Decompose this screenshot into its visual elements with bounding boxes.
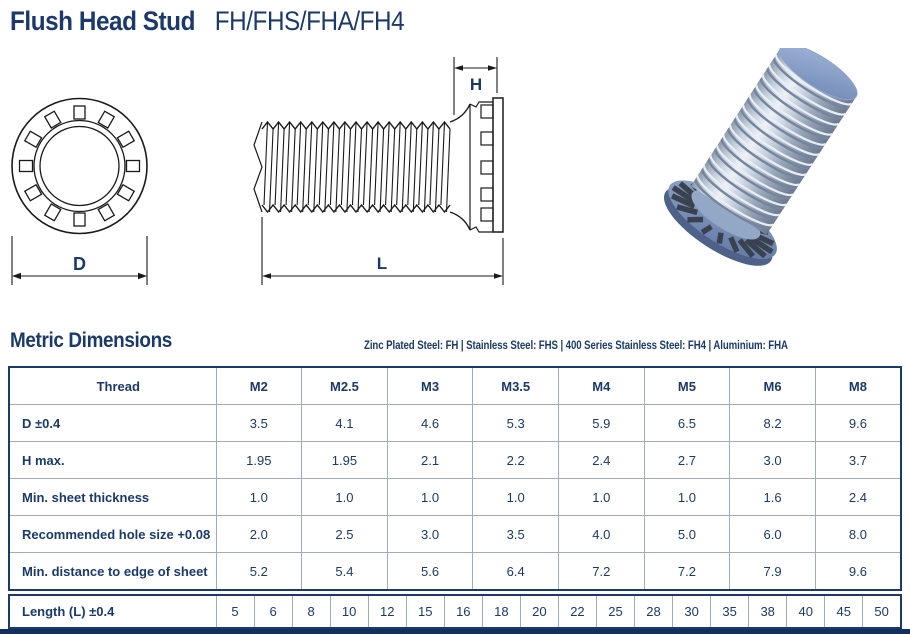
materials-note: Zinc Plated Steel: FH | Stainless Steel: FHS | 400 Series Stainless Steel: FH4 | Aluminium: FHA — [364, 340, 788, 352]
product-photo — [660, 48, 905, 293]
l-arrow-left — [262, 273, 271, 279]
thread-flank-line — [447, 129, 451, 212]
thread-flank-line — [314, 129, 318, 212]
dimension-value-cell: 7.9 — [730, 553, 816, 591]
thread-flank-line — [413, 129, 417, 212]
thread-size-header: M5 — [644, 367, 730, 405]
side-view-drawing — [245, 55, 510, 295]
length-value-cell: 6 — [254, 595, 292, 628]
thread-flank-line — [441, 122, 445, 205]
dimension-value-cell: 1.0 — [473, 479, 559, 516]
dimension-value-cell: 2.2 — [473, 442, 559, 479]
h-arrow-left — [454, 65, 463, 71]
thread-size-header: M3 — [387, 367, 473, 405]
dimension-value-cell: 4.1 — [302, 405, 388, 442]
thread-flank-line — [275, 122, 279, 205]
dimension-value-cell: 2.4 — [559, 442, 645, 479]
thread-flank-line — [375, 122, 379, 205]
head-flare-top — [450, 104, 470, 122]
thread-flank-line — [292, 129, 296, 212]
thread-size-header: M2 — [216, 367, 302, 405]
thread-flank-line — [391, 129, 395, 212]
dimension-value-cell: 3.5 — [216, 405, 302, 442]
length-value-cell: 40 — [787, 595, 825, 628]
dimension-value-cell: 8.0 — [815, 516, 901, 553]
thread-flank-line — [308, 122, 312, 205]
head-inner-ring — [34, 121, 125, 212]
page-header — [10, 6, 404, 37]
thread-crest-bottom — [262, 205, 450, 212]
thread-flank-line — [303, 129, 307, 212]
thread-flank-line — [369, 129, 373, 212]
dimension-value-cell: 7.2 — [559, 553, 645, 591]
side-knurl-tooth — [481, 105, 493, 118]
length-value-cell: 28 — [635, 595, 673, 628]
d-arrow-left — [12, 273, 21, 279]
table-row — [9, 553, 901, 591]
thread-flank-line — [341, 122, 345, 205]
knurl-tooth — [74, 213, 85, 226]
side-knurl-tooth — [481, 132, 493, 145]
thread-flank-line — [353, 122, 357, 205]
dimension-value-cell: 5.3 — [473, 405, 559, 442]
dimension-value-cell: 1.0 — [644, 479, 730, 516]
metric-dimensions-heading: Metric Dimensions — [10, 329, 172, 352]
dimension-value-cell: 4.0 — [559, 516, 645, 553]
row-label: D ±0.4 — [9, 405, 216, 442]
dimension-value-cell: 5.6 — [387, 553, 473, 591]
side-knurl-tooth — [481, 188, 493, 201]
dimension-value-cell: 6.0 — [730, 516, 816, 553]
side-knurl-tooth — [481, 161, 493, 174]
length-value-cell: 18 — [482, 595, 520, 628]
dimension-value-cell: 7.2 — [644, 553, 730, 591]
length-value-cell: 15 — [406, 595, 444, 628]
length-value-cell: 45 — [825, 595, 863, 628]
row-label: H max. — [9, 442, 216, 479]
dimension-value-cell: 9.6 — [815, 553, 901, 591]
length-row — [9, 595, 901, 628]
thread-flank-line — [430, 122, 434, 205]
bottom-bar — [0, 629, 910, 634]
thread-flank-line — [397, 122, 401, 205]
dimension-value-cell: 2.0 — [216, 516, 302, 553]
thread-profile-group — [254, 122, 450, 212]
thread-flank-line — [380, 129, 384, 212]
knurl-tooth — [127, 161, 140, 172]
stud-3d-group — [660, 48, 879, 280]
length-value-cell: 35 — [711, 595, 749, 628]
thread-hole-circle — [40, 127, 119, 206]
thread-flank-line — [364, 122, 368, 205]
length-value-cell: 25 — [596, 595, 634, 628]
dimension-value-cell: 1.0 — [559, 479, 645, 516]
knurl-tooth — [74, 106, 85, 119]
thread-flank-line — [347, 129, 351, 212]
part-codes: FH/FHS/FHA/FH4 — [214, 6, 405, 36]
thread-size-header: M3.5 — [473, 367, 559, 405]
dimension-value-cell: 5.2 — [216, 553, 302, 591]
length-value-cell: 10 — [330, 595, 368, 628]
dimension-value-cell: 2.4 — [815, 479, 901, 516]
length-value-cell: 50 — [863, 595, 901, 628]
dimension-value-cell: 5.9 — [559, 405, 645, 442]
h-arrow-right — [488, 65, 497, 71]
length-value-cell: 12 — [368, 595, 406, 628]
h-dimension-label: H — [469, 75, 483, 94]
dimension-value-cell: 1.95 — [216, 442, 302, 479]
dimension-value-cell: 5.0 — [644, 516, 730, 553]
head-flare-bottom — [450, 212, 470, 230]
page-title: Flush Head Stud — [10, 6, 195, 36]
thread-flank-line — [281, 129, 285, 212]
knurl-teeth-group — [20, 106, 140, 226]
side-knurl-tooth — [481, 208, 493, 221]
thread-size-header: M4 — [559, 367, 645, 405]
thread-size-header: M8 — [815, 367, 901, 405]
dimension-value-cell: 3.0 — [387, 516, 473, 553]
thread-flank-line — [286, 122, 290, 205]
d-dimension-label: D — [73, 254, 86, 274]
length-value-cell: 5 — [216, 595, 254, 628]
thread-flank-line — [325, 129, 329, 212]
dimension-value-cell: 1.0 — [302, 479, 388, 516]
thread-flank-line — [402, 129, 406, 212]
dimension-value-cell: 1.0 — [387, 479, 473, 516]
dimension-value-cell: 5.4 — [302, 553, 388, 591]
table-row — [9, 516, 901, 553]
dimension-value-cell: 4.6 — [387, 405, 473, 442]
thread-corner-label: Thread — [9, 367, 216, 405]
thread-flank-line — [386, 122, 390, 205]
length-value-cell: 16 — [444, 595, 482, 628]
thread-flank-line — [424, 129, 428, 212]
dimension-value-cell: 3.5 — [473, 516, 559, 553]
length-value-cell: 30 — [673, 595, 711, 628]
table-header-row — [9, 367, 901, 405]
dimension-value-cell: 1.0 — [216, 479, 302, 516]
dimension-value-cell: 2.7 — [644, 442, 730, 479]
head-plate — [493, 98, 503, 232]
dimension-value-cell: 3.0 — [730, 442, 816, 479]
dimension-value-cell: 2.1 — [387, 442, 473, 479]
table-row — [9, 479, 901, 516]
dimension-value-cell: 6.4 — [473, 553, 559, 591]
thread-flank-line — [435, 129, 439, 212]
dimension-value-cell: 8.2 — [730, 405, 816, 442]
thread-flank-line — [297, 122, 301, 205]
dimension-value-cell: 2.5 — [302, 516, 388, 553]
length-row-label: Length (L) ±0.4 — [9, 595, 216, 628]
row-label: Min. sheet thickness — [9, 479, 216, 516]
thread-flank-line — [270, 129, 274, 212]
thread-flank-line — [419, 122, 423, 205]
dimension-value-cell: 3.7 — [815, 442, 901, 479]
row-label: Min. distance to edge of sheet — [9, 553, 216, 591]
thread-end-chamfer — [254, 122, 262, 212]
length-value-cell: 22 — [558, 595, 596, 628]
length-value-cell: 8 — [292, 595, 330, 628]
length-table — [8, 594, 902, 629]
front-view-drawing — [5, 88, 165, 293]
thread-flank-line — [264, 122, 268, 205]
thread-flank-line — [336, 129, 340, 212]
length-value-cell: 20 — [520, 595, 558, 628]
dimensions-table — [8, 366, 902, 591]
dimension-value-cell: 9.6 — [815, 405, 901, 442]
dimension-value-cell: 6.5 — [644, 405, 730, 442]
knurl-outline-bottom — [470, 227, 493, 232]
dimension-value-cell: 1.95 — [302, 442, 388, 479]
l-dimension-label: L — [376, 254, 388, 273]
l-arrow-right — [494, 273, 503, 279]
table-row — [9, 442, 901, 479]
thread-flank-line — [358, 129, 362, 212]
knurl-tooth — [20, 161, 33, 172]
thread-flank-line — [330, 122, 334, 205]
d-arrow-right — [138, 273, 147, 279]
row-label: Recommended hole size +0.08 — [9, 516, 216, 553]
thread-flank-line — [408, 122, 412, 205]
length-value-cell: 38 — [749, 595, 787, 628]
thread-size-header: M6 — [730, 367, 816, 405]
thread-flank-line — [319, 122, 323, 205]
table-row — [9, 405, 901, 442]
side-knurl-teeth — [481, 105, 493, 221]
thread-size-header: M2.5 — [302, 367, 388, 405]
dimension-value-cell: 1.6 — [730, 479, 816, 516]
